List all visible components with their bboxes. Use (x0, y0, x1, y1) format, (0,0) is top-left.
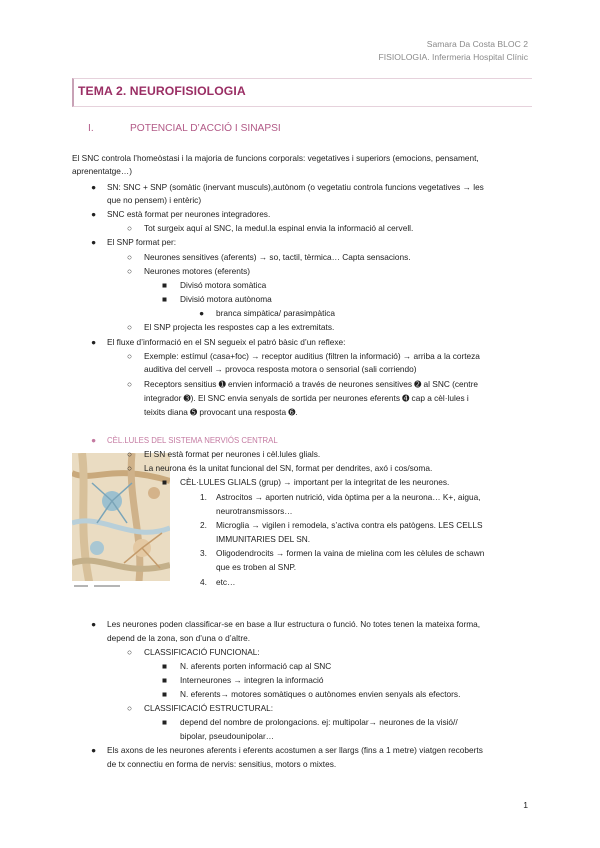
list-item: El SNP projecta les respostes cap a les extremitats. (144, 322, 335, 332)
list-item: que es troben al SNP. (216, 562, 297, 572)
subsection-heading: CÈL.LULES DEL SISTEMA NERVIÓS CENTRAL (107, 436, 278, 445)
intro-line: aprenentatge…) (72, 166, 132, 176)
list-item: integrador ➌). El SNC envia senyals de sortida per neurones eferents ➍ cap a cèl·lules i (144, 393, 469, 403)
list-item: Divisó motora somàtica (180, 280, 267, 290)
bullet-circle: ○ (127, 351, 133, 361)
list-item: Tot surgeix aquí al SNC, la medul.la espinal envia la informació al cervell. (144, 223, 414, 233)
enum-number: 3. (200, 548, 207, 558)
bullet-square: ■ (162, 661, 168, 671)
bullet-square: ■ (162, 675, 168, 685)
list-item: Divisió motora autònoma (180, 294, 272, 304)
list-item: N. eferents→ motores somàtiques o autònomes envien senyals als efectors. (180, 689, 461, 699)
list-item: Exemple: estímul (casa+foc) → receptor auditius (filtren la informació) → arriba a la corteza (144, 351, 480, 361)
bullet-dot: ● (91, 182, 97, 192)
bullet-square: ■ (162, 280, 168, 290)
list-item: SNC està format per neurones integradores. (107, 209, 271, 219)
list-item: bipolar, pseudounipolar… (180, 731, 275, 741)
bullet-dot: ● (91, 619, 97, 629)
bullet-circle: ○ (127, 647, 133, 657)
list-item: etc… (216, 577, 236, 587)
list-item: La neurona és la unitat funcional del SN, format per dendrites, axó i cos/soma. (144, 463, 433, 473)
list-item: Neurones sensitives (aferents) → so, tactil, tèrmica… Capta sensacions. (144, 252, 411, 262)
list-item: El SNP format per: (107, 237, 177, 247)
bullet-circle: ○ (127, 266, 133, 276)
bullet-dot: ● (91, 209, 97, 219)
bullet-square: ■ (162, 477, 168, 487)
list-item: El SN està format per neurones i cèl.lules glials. (144, 449, 321, 459)
bullet-dot: ● (91, 745, 97, 755)
bullet-dot: ● (91, 237, 97, 247)
bullet-square: ■ (162, 294, 168, 304)
bullet-circle: ○ (127, 322, 133, 332)
bullet-dot: ● (199, 308, 205, 318)
bullet-circle: ○ (127, 223, 133, 233)
enum-number: 4. (200, 577, 207, 587)
list-item: IMMUNITARIES DEL SN. (216, 534, 311, 544)
bullet-square: ■ (162, 689, 168, 699)
list-item: Oligodendrocits → formen la vaina de mielina com les cèlules de schawn (216, 548, 485, 558)
intro-line: El SNC controla l’homeòstasi i la majoria de funcions corporals: vegetatives i superiors (emocions, pensament, (72, 153, 479, 163)
list-item: CLASSIFICACIÓ ESTRUCTURAL: (144, 703, 274, 713)
list-item: depend del nombre de prolongacions. ej: multipolar→ neurones de la visió// (180, 717, 458, 727)
glial-cells-illustration (72, 453, 170, 595)
header-author: Samara Da Costa BLOC 2 (426, 39, 528, 49)
bullet-circle: ○ (127, 449, 133, 459)
list-item: N. aferents porten informació cap al SNC (180, 661, 332, 671)
bullet-circle: ○ (127, 463, 133, 473)
list-item: Astrocitos → aporten nutrició, vida òptima per a la neurona… K+, aigua, (216, 492, 481, 502)
bullet-circle: ○ (127, 703, 133, 713)
list-item: SN: SNC + SNP (somàtic (inervant musculs),autònom (o vegetatiu controla funcions vegetatives → les (107, 182, 484, 192)
bullet-dot: ● (91, 435, 97, 445)
enum-number: 1. (200, 492, 207, 502)
list-item: que no pensem) i entèric) (107, 195, 202, 205)
list-item: de tx connectiu en forma de nervis: sensitius, motors o mixtes. (107, 759, 337, 769)
section-number: I. (88, 123, 94, 134)
list-item: neurotransmissors… (216, 506, 293, 516)
list-item: Microglia → vigilen i remodela, s’activa contra els patògens. LES CELLS (216, 520, 483, 530)
page-number: 1 (523, 800, 528, 810)
list-item: teixits diana ➎ provocant una resposta ➏. (144, 407, 298, 417)
page-title: TEMA 2. NEUROFISIOLOGIA (78, 84, 246, 98)
list-item: auditiva del cervell → provoca resposta motora o sensorial (sali corriendo) (144, 364, 417, 374)
enum-number: 2. (200, 520, 207, 530)
list-item: CLASSIFICACIÓ FUNCIONAL: (144, 647, 260, 657)
list-item: branca simpàtica/ parasimpàtica (216, 308, 335, 318)
list-item: CÈL·LULES GLIALS (grup) → important per la integritat de les neurones. (180, 477, 450, 487)
header-course: FISIOLOGIA. Infermeria Hospital Clínic (378, 52, 528, 62)
section-title: POTENCIAL D’ACCIÓ I SINAPSI (130, 123, 281, 134)
list-item: Les neurones poden classificar-se en base a llur estructura o funció. No totes tenen la mateixa forma, (107, 619, 481, 629)
list-item: Neurones motores (eferents) (144, 266, 251, 276)
list-item: Interneurones → integren la informació (180, 675, 324, 685)
list-item: Receptors sensitius ➊ envien informació a través de neurones sensitives ➋ al SNC (centre (144, 379, 478, 389)
bullet-circle: ○ (127, 252, 133, 262)
glial-cells-image (72, 453, 170, 595)
list-item: El fluxe d’informació en el SN segueix el patró bàsic d’un reflexe: (107, 337, 346, 347)
bullet-circle: ○ (127, 379, 133, 389)
list-item: Els axons de les neurones aferents i eferents acostumen a ser llargs (fins a 1 metre) viatgen recoberts (107, 745, 483, 755)
list-item: depend de la zona, son d’una o d’altre. (107, 633, 250, 643)
bullet-square: ■ (162, 717, 168, 727)
bullet-dot: ● (91, 337, 97, 347)
